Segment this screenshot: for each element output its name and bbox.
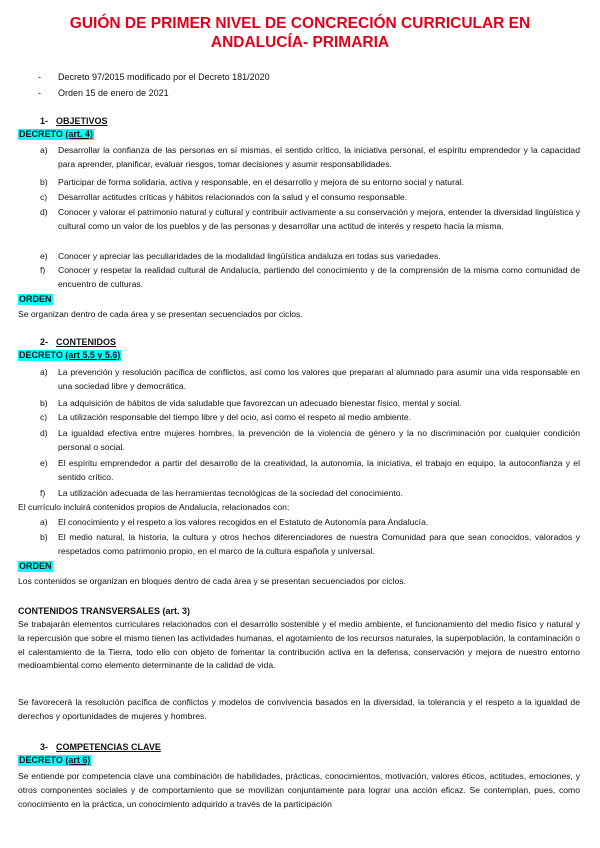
orden-text: Los contenidos se organizan en bloques dentro de cada área y se presentan secuenciados por ciclos. <box>18 576 406 586</box>
page-title: GUIÓN DE PRIMER NIVEL DE CONCRECIÓN CURRICULAR EN ANDALUCÍA- PRIMARIA <box>69 15 531 51</box>
transversales-paragraph: Se favorecerá la resolución pacífica de conflictos y modelos de convivencia basados en la diversidad, la tolerancia y el respeto a la igualdad de derechos y oportunidades de mujeres y hombres. <box>18 697 580 721</box>
list-text: La utilización responsable del tiempo libre y del ocio, así como el respeto al medio ambiente. <box>58 412 412 422</box>
list-text: El medio natural, la historia, la cultura y otros hechos diferenciadores de nuestra Comunidad para que sean conocidos, valorados y respetados como patrimonio propio, en el marco de la cultura española y universal. <box>58 532 580 556</box>
orden-label: ORDEN <box>19 294 52 304</box>
list-item <box>18 206 580 234</box>
orden-label: ORDEN <box>19 561 52 571</box>
list-marker: d) <box>40 428 48 438</box>
list-marker: f) <box>40 488 46 498</box>
decreto-label <box>18 129 94 140</box>
list-item <box>18 366 580 394</box>
list-text: Desarrollar actitudes críticas y hábitos relacionados con la salud y el consumo responsable. <box>58 192 408 202</box>
list-item <box>18 264 580 292</box>
list-text: Desarrollar la confianza de las personas en sí mismas, el sentido crítico, la iniciativa personal, el espíritu emprendedor y la capacidad para aprender, planificar, evaluar riesgos, tomar decisiones y asumir responsabilidades. <box>58 145 580 169</box>
reference-text: Orden 15 de enero de 2021 <box>58 88 169 98</box>
list-text: Conocer y respetar la realidad cultural de Andalucía, partiendo del conocimiento y de la comprensión de la misma como comunidad de encuentro de culturas. <box>58 265 580 289</box>
decreto-label <box>18 755 91 766</box>
curriculo-intro: El currículo incluirá contenidos propios de Andalucía, relacionados con: <box>18 502 290 512</box>
section-label: OBJETIVOS <box>56 116 108 126</box>
section-number: 1- <box>40 116 49 126</box>
section-heading-competencias <box>40 741 161 753</box>
list-item <box>18 144 580 172</box>
list-text: Participar de forma solidaria, activa y responsable, en el desarrollo y mejora de su entorno social y natural. <box>58 177 465 187</box>
decreto-label <box>18 350 121 361</box>
list-text: Conocer y apreciar las peculiaridades de la modalidad lingüística andaluza en todas sus variedades. <box>58 251 441 261</box>
list-item <box>18 427 580 455</box>
list-text: El conocimiento y el respeto a los valores recogidos en el Estatuto de Autonomía para Andalucía. <box>58 517 429 527</box>
list-text: La utilización adecuada de las herramientas tecnológicas de la sociedad del conocimiento. <box>58 488 403 498</box>
list-marker: a) <box>40 145 48 155</box>
list-item <box>18 397 580 411</box>
decreto-ref: (art 5.5 y 5.6) <box>65 350 121 360</box>
list-text: La igualdad efectiva entre mujeres hombres, la prevención de la violencia de género y la no discriminación por cualquier condición personal o social. <box>58 428 580 452</box>
section-number: 3- <box>40 742 49 752</box>
list-item <box>18 411 580 425</box>
transversales-paragraph: Se trabajarán elementos curriculares relacionados con el desarrollo sostenible y el medio ambiente, el funcionamiento del medio físico y natural y la repercusión que sobre el mismo tienen las actividades humanas, el agotamiento de los recursos naturales, la superpoblación, la contaminación o el calentamiento de la Tierra, todo ello con objeto de fomentar la contribución activa en la defensa, conservación y mejora de nuestro entorno medioambiental como elemento determinante de la calidad de vida. <box>18 619 580 671</box>
list-item <box>18 176 580 190</box>
decreto-word: DECRETO <box>19 129 63 139</box>
section-label: COMPETENCIAS CLAVE <box>56 742 161 752</box>
list-item <box>18 487 580 501</box>
list-marker: e) <box>40 251 48 261</box>
section-heading-objetivos <box>40 115 108 127</box>
list-item <box>18 191 580 205</box>
list-text: La adquisición de hábitos de vida saludable que favorezcan un adecuado bienestar físico, mental y social. <box>58 398 462 408</box>
section-number: 2- <box>40 337 49 347</box>
section-heading-contenidos <box>40 336 116 348</box>
orden-text: Se organizan dentro de cada área y se presentan secuenciados por ciclos. <box>18 309 303 319</box>
reference-text: Decreto 97/2015 modificado por el Decreto 181/2020 <box>58 72 270 82</box>
list-text: Conocer y valorar el patrimonio natural y cultural y contribuir activamente a su conservación y mejora, entender la diversidad lingüística y cultural como un valor de los pueblos y de las personas y desarrollar una actitud de interés y respeto hacia la misma. <box>58 207 580 231</box>
list-item <box>18 531 580 559</box>
list-marker: e) <box>40 458 48 468</box>
list-text: El espíritu emprendedor a partir del desarrollo de la creatividad, la autonomía, la iniciativa, el trabajo en equipo, la autoconfianza y el sentido crítico. <box>58 458 580 482</box>
list-marker: f) <box>40 265 46 275</box>
section-label: CONTENIDOS <box>56 337 117 347</box>
decreto-ref: (art. 4) <box>65 129 93 139</box>
competencias-paragraph: Se entiende por competencia clave una combinación de habilidades, prácticas, conocimientos, motivación, valores éticos, actitudes, emociones, y otros componentes sociales y de comportamiento que se movilizan conjuntamente para lograr una acción eficaz. Se contemplan, pues, como conocimiento en la práctica, un conocimiento adquirido a través de la participación <box>18 771 580 809</box>
list-dash: - <box>38 72 41 82</box>
list-marker: b) <box>40 532 48 542</box>
list-text: La prevención y resolución pacífica de conflictos, así como los valores que preparan al alumnado para asumir una vida responsable en una sociedad libre y democrática. <box>58 367 580 391</box>
list-marker: b) <box>40 398 48 408</box>
list-item <box>18 516 580 530</box>
list-marker: c) <box>40 412 48 422</box>
list-item <box>18 250 580 264</box>
decreto-word: DECRETO <box>19 350 63 360</box>
transversales-heading: CONTENIDOS TRANSVERSALES (art. 3) <box>18 606 191 616</box>
decreto-word: DECRETO <box>19 755 63 765</box>
list-marker: a) <box>40 517 48 527</box>
decreto-ref: (art 6) <box>65 755 91 765</box>
list-dash: - <box>38 88 41 98</box>
list-item <box>18 457 580 485</box>
list-marker: a) <box>40 367 48 377</box>
list-marker: b) <box>40 177 48 187</box>
list-marker: c) <box>40 192 48 202</box>
list-marker: d) <box>40 207 48 217</box>
